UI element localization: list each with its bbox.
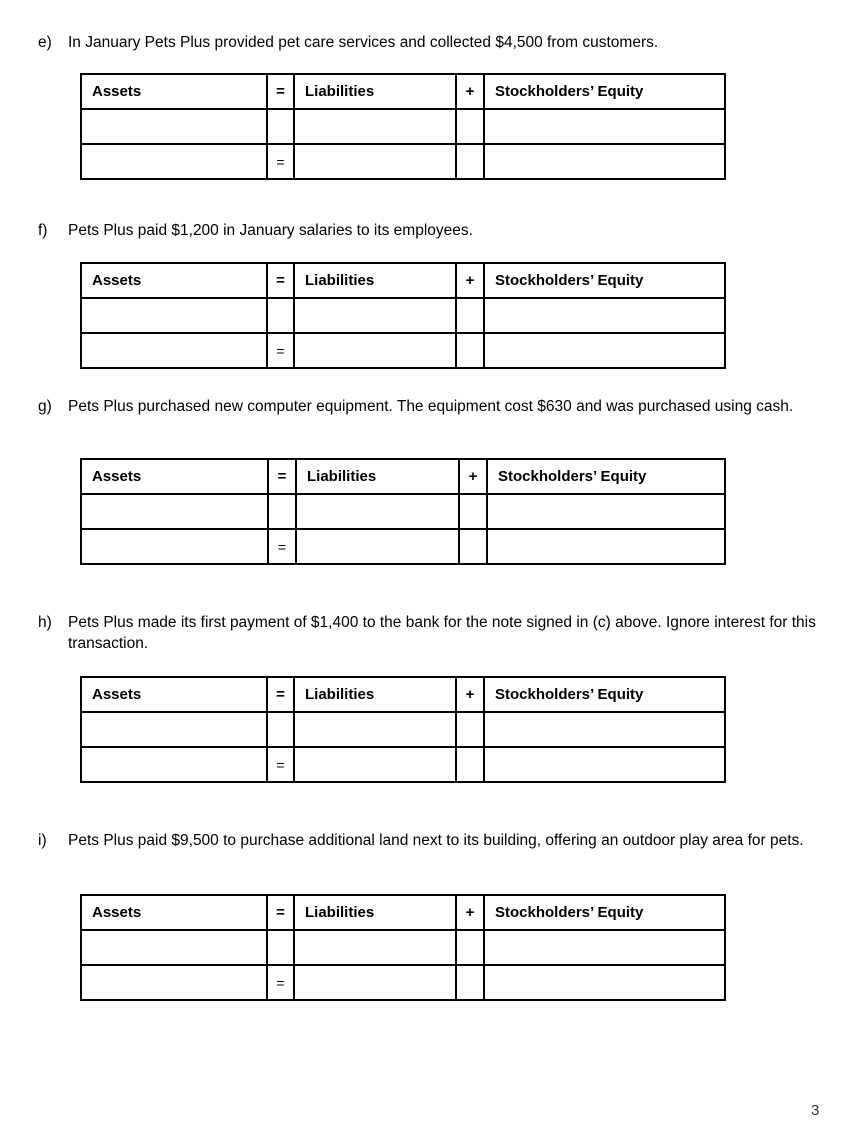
assets-total-cell[interactable] — [81, 965, 267, 1000]
liabilities-header: Liabilities — [294, 263, 456, 298]
assets-total-cell[interactable] — [81, 333, 267, 368]
header-row — [81, 263, 725, 298]
liabilities-total-cell[interactable] — [294, 333, 456, 368]
equals-sign: = — [267, 965, 294, 1000]
liabilities-entry-cell[interactable] — [296, 494, 459, 529]
question-text: Pets Plus made its first payment of $1,400 to the bank for the note signed in (c) above. Ignore interest for this transaction. — [68, 614, 816, 652]
operator-cell — [456, 333, 484, 368]
operator-cell — [456, 712, 484, 747]
liabilities-total-cell[interactable] — [294, 144, 456, 179]
plus-sign: + — [459, 459, 487, 494]
assets-total-cell[interactable] — [81, 747, 267, 782]
question-f — [38, 220, 818, 241]
operator-cell — [267, 109, 294, 144]
liabilities-entry-cell[interactable] — [294, 930, 456, 965]
equals-sign: = — [267, 263, 294, 298]
assets-entry-cell[interactable] — [81, 712, 267, 747]
liabilities-total-cell[interactable] — [296, 529, 459, 564]
header-row — [81, 677, 725, 712]
operator-cell — [456, 144, 484, 179]
equity-header: Stockholders’ Equity — [487, 459, 725, 494]
question-letter: i) — [38, 832, 47, 849]
question-text: Pets Plus paid $1,200 in January salaries to its employees. — [68, 222, 473, 239]
equity-total-cell[interactable] — [484, 965, 725, 1000]
assets-header: Assets — [81, 677, 267, 712]
question-letter: g) — [38, 398, 52, 415]
entry-row — [81, 109, 725, 144]
liabilities-header: Liabilities — [294, 895, 456, 930]
liabilities-header: Liabilities — [296, 459, 459, 494]
question-g — [38, 396, 818, 417]
equals-sign: = — [267, 144, 294, 179]
operator-cell — [456, 930, 484, 965]
liabilities-total-cell[interactable] — [294, 747, 456, 782]
question-i — [38, 830, 818, 851]
entry-row — [81, 298, 725, 333]
entry-row — [81, 712, 725, 747]
equity-total-cell[interactable] — [484, 144, 725, 179]
equals-sign: = — [267, 333, 294, 368]
question-letter: e) — [38, 34, 52, 51]
operator-cell — [267, 712, 294, 747]
equity-header: Stockholders’ Equity — [484, 263, 725, 298]
operator-cell — [456, 747, 484, 782]
operator-cell — [456, 965, 484, 1000]
equals-sign: = — [268, 459, 296, 494]
question-letter: f) — [38, 222, 48, 239]
equals-sign: = — [267, 74, 294, 109]
operator-cell — [267, 930, 294, 965]
plus-sign: + — [456, 263, 484, 298]
total-row — [81, 529, 725, 564]
equals-sign: = — [267, 895, 294, 930]
liabilities-entry-cell[interactable] — [294, 109, 456, 144]
operator-cell — [459, 529, 487, 564]
header-row — [81, 895, 725, 930]
equals-sign: = — [268, 529, 296, 564]
question-text: Pets Plus paid $9,500 to purchase additional land next to its building, offering an outdoor play area for pets. — [68, 832, 804, 849]
assets-header: Assets — [81, 895, 267, 930]
liabilities-header: Liabilities — [294, 677, 456, 712]
equity-total-cell[interactable] — [487, 529, 725, 564]
liabilities-entry-cell[interactable] — [294, 712, 456, 747]
equity-header: Stockholders’ Equity — [484, 74, 725, 109]
liabilities-entry-cell[interactable] — [294, 298, 456, 333]
page-number: 3 — [811, 1102, 820, 1119]
assets-header: Assets — [81, 263, 267, 298]
entry-row — [81, 930, 725, 965]
operator-cell — [456, 109, 484, 144]
equity-header: Stockholders’ Equity — [484, 895, 725, 930]
assets-header: Assets — [81, 74, 267, 109]
equity-entry-cell[interactable] — [484, 298, 725, 333]
equals-sign: = — [267, 747, 294, 782]
assets-header: Assets — [81, 459, 268, 494]
assets-total-cell[interactable] — [81, 144, 267, 179]
operator-cell — [267, 298, 294, 333]
total-row — [81, 144, 725, 179]
assets-entry-cell[interactable] — [81, 930, 267, 965]
equals-sign: = — [267, 677, 294, 712]
operator-cell — [268, 494, 296, 529]
equity-entry-cell[interactable] — [484, 712, 725, 747]
entry-row — [81, 494, 725, 529]
assets-total-cell[interactable] — [81, 529, 268, 564]
total-row — [81, 747, 725, 782]
equity-entry-cell[interactable] — [484, 930, 725, 965]
plus-sign: + — [456, 74, 484, 109]
question-h — [38, 612, 818, 654]
assets-entry-cell[interactable] — [81, 298, 267, 333]
liabilities-header: Liabilities — [294, 74, 456, 109]
plus-sign: + — [456, 677, 484, 712]
assets-entry-cell[interactable] — [81, 109, 267, 144]
question-e — [38, 32, 818, 53]
equation-table-i — [80, 894, 726, 1001]
plus-sign: + — [456, 895, 484, 930]
equity-total-cell[interactable] — [484, 333, 725, 368]
liabilities-total-cell[interactable] — [294, 965, 456, 1000]
header-row — [81, 459, 725, 494]
equity-header: Stockholders’ Equity — [484, 677, 725, 712]
question-text: Pets Plus purchased new computer equipment. The equipment cost $630 and was purchased using cash. — [68, 398, 794, 415]
assets-entry-cell[interactable] — [81, 494, 268, 529]
equation-table-f — [80, 262, 726, 369]
equity-entry-cell[interactable] — [487, 494, 725, 529]
question-text: In January Pets Plus provided pet care services and collected $4,500 from customers. — [68, 34, 659, 51]
equation-table-e — [80, 73, 726, 180]
equation-table-h — [80, 676, 726, 783]
equation-table-g — [80, 458, 726, 565]
total-row — [81, 965, 725, 1000]
operator-cell — [456, 298, 484, 333]
header-row — [81, 74, 725, 109]
operator-cell — [459, 494, 487, 529]
equity-entry-cell[interactable] — [484, 109, 725, 144]
equity-total-cell[interactable] — [484, 747, 725, 782]
question-letter: h) — [38, 614, 52, 631]
total-row — [81, 333, 725, 368]
